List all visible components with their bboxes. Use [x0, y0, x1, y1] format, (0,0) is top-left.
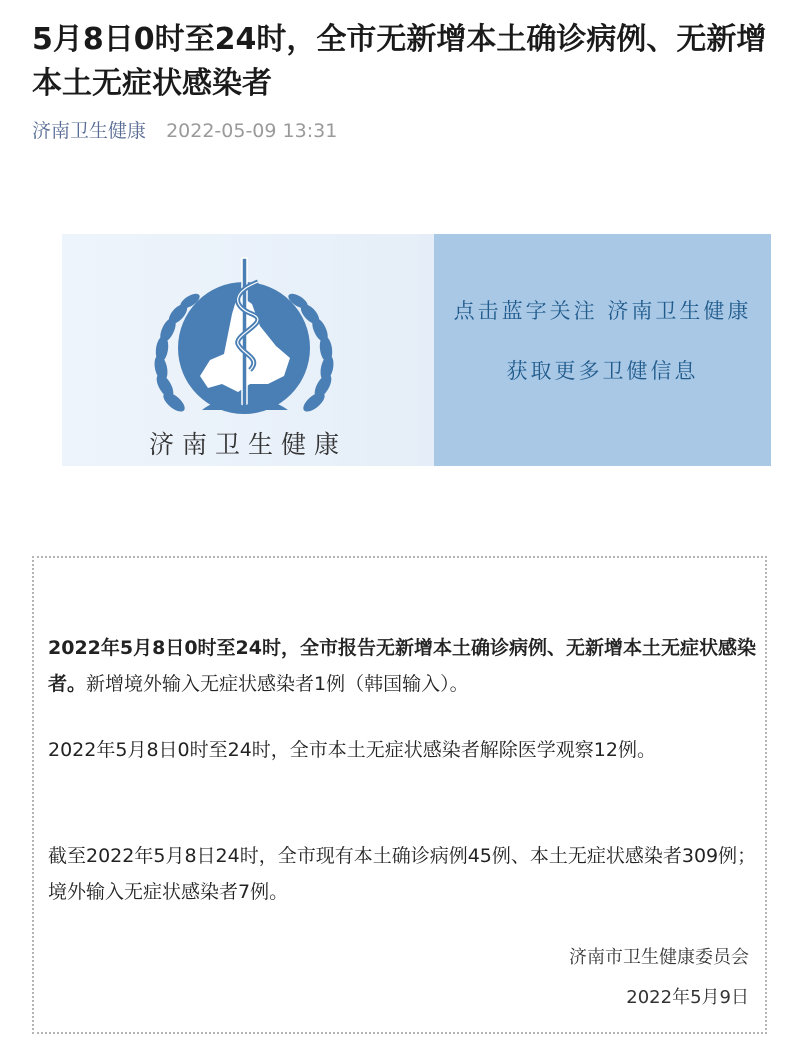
banner-follow-text: 点击蓝字关注 济南卫生健康 — [453, 299, 752, 323]
publish-time: 2022-05-09 13:31 — [166, 120, 338, 142]
banner-cta-panel[interactable] — [434, 234, 771, 466]
notice-paragraph-2: 2022年5月8日0时至24时，全市本土无症状感染者解除医学观察12例。 — [48, 739, 656, 761]
follow-banner[interactable] — [62, 234, 771, 466]
article-title: 5月8日0时至24时，全市无新增本土确诊病例、无新增本土无症状感染者 — [32, 22, 767, 101]
article-meta — [32, 117, 337, 145]
notice-paragraph-1 — [48, 630, 758, 702]
notice-paragraph-3: 截至2022年5月8日24时，全市现有本土确诊病例45例、本土无症状感染者309例；境外输入无症状感染者7例。 — [48, 845, 757, 903]
notice-card — [32, 556, 767, 1034]
notice-paragraph-1-rest: 新增境外输入无症状感染者1例（韩国输入）。 — [86, 673, 469, 695]
banner-logo-panel — [62, 234, 434, 466]
banner-info-text: 获取更多卫健信息 — [506, 359, 699, 383]
notice-signature: 济南市卫生健康委员会 — [569, 947, 749, 968]
banner-logo-text: 济南卫生健康 — [148, 430, 347, 459]
notice-date: 2022年5月9日 — [626, 987, 749, 1008]
author-link[interactable]: 济南卫生健康 — [32, 120, 147, 142]
notice-paragraph-1-bold: 2022年5月8日0时至24时，全市报告无新增本土确诊病例、无新增本土无症状感染者。 — [48, 637, 756, 695]
